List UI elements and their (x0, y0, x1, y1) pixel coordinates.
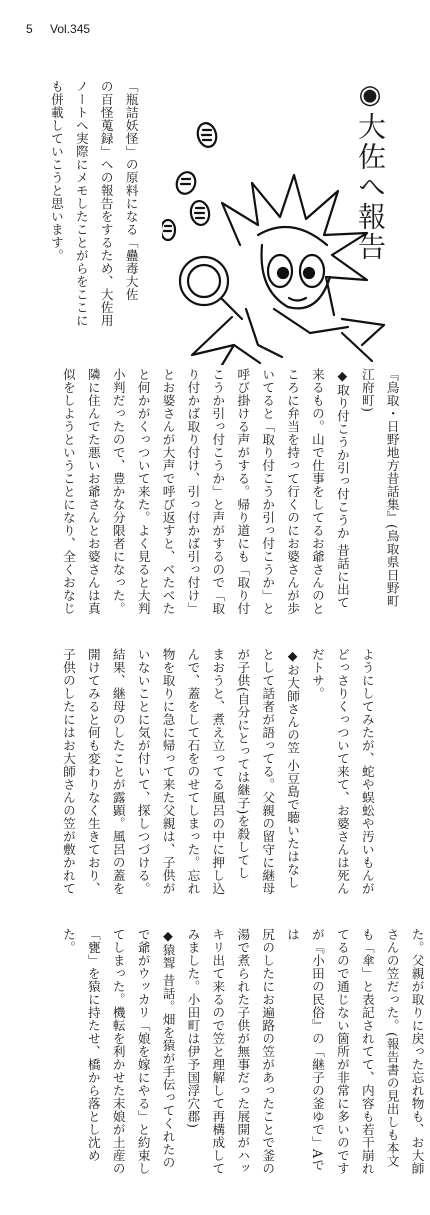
body-tier-2 (55, 648, 379, 900)
text-line: いないことに気が付いて、探しつづける。 (135, 648, 151, 895)
text-line: として話者が語ってる。父親の留守に継母 (260, 648, 276, 895)
character-illustration (162, 95, 392, 365)
text-line: 来るもの。山で仕事をしてるお爺さんのと (309, 368, 325, 615)
text-line: てるので通じない箇所が非常に多いのです (334, 928, 350, 1175)
text-line: ◆お大師さんの笠 小豆島で聴いたはなし (285, 648, 301, 889)
text-line: ◆取り付こうか引っ付こうか 昔話に出て (334, 368, 350, 609)
body-tier-3 (55, 928, 429, 1180)
text-line: り付かば取り付け、引っ付かば引っ付け」 (185, 368, 201, 615)
text-line: てしまった。機転を利かせた末娘が土産の (110, 928, 126, 1175)
text-line: 隣に住んでた悪いお爺さんとお婆さんは真 (85, 368, 101, 615)
text-line: こうか引っ付こうか」と声がするので「取 (210, 368, 226, 615)
intro-column (43, 80, 143, 350)
text-line: も併載していこうと思います。 (48, 80, 64, 262)
text-line: 『鳥取・日野地方昔話集』(鳥取県日野町 江府町) (359, 368, 400, 612)
text-line: さんの笠だった。(報告書の見出しも本文 (384, 928, 400, 1168)
text-line: んで、蓋をして石をのせてしまった。忘れ (185, 648, 201, 895)
coin-icon (162, 220, 175, 240)
coin-icon (174, 170, 198, 197)
text-line: キリ出て来るので笠と理解して再構成して (210, 928, 226, 1175)
text-line: まおうと、煮え立ってる風呂の中に押し込 (210, 648, 226, 895)
body-tier-1 (55, 368, 404, 620)
page-header (26, 22, 90, 36)
text-line: ころに弁当を持って行くのにお婆さんが歩 (285, 368, 301, 615)
text-line: 尻のしたにお遍路の笠があったことで釜の (260, 928, 276, 1175)
text-line: 「甕」を猿に持たせ、橋から落とし沈めた。 (60, 928, 101, 1162)
text-line: 子供のしたにはお大師さんの笠が敷かれて (60, 648, 76, 895)
bullseye-icon: ◉ (355, 80, 385, 112)
text-line: 小判だったので、豊かな分限者になった。 (110, 368, 126, 615)
text-line: 呼び掛ける声がする。帰り道にも「取り付 (235, 368, 251, 615)
text-line: の百怪蒐録」への報告をするため、大佐用 (98, 80, 114, 327)
text-line: が『小田の民俗』の「継子の釜ゆで」Aでは (285, 928, 325, 1172)
text-line: た。父親が取りに戻った忘れ物も、お大師 (409, 928, 425, 1175)
text-line: 物を取りに急に帰って来た父親は、子供が (160, 648, 176, 895)
text-line: ようにしてみたが、蛇や蜈蚣や汚いもんが (359, 648, 375, 895)
text-line: ノートへ実際にメモしたことがらをここに (73, 80, 89, 327)
section-title-text: 大佐へ報告 (354, 112, 387, 262)
text-line: 湯で煮られた子供が無事だった展開がハッ (235, 928, 251, 1175)
coin-icon (189, 200, 211, 227)
text-line: 開けてみると何も変わりなく生きており、 (85, 648, 101, 895)
volume-label: Vol.345 (50, 22, 91, 36)
text-line: 似をしようということになり、全くおなじ (60, 368, 76, 615)
text-line: も「傘」と表記されてて、内容も若干崩れ (359, 928, 375, 1175)
text-line: で爺がウッカリ「娘を嫁にやる」と約束し (135, 928, 151, 1175)
text-line: どっさりくっついて来て、お婆さんは死ん (334, 648, 350, 895)
text-line: 「瓶詰妖怪」の原料になる「蠱毒大佐 (123, 80, 139, 301)
text-line: が子供(自分にとっては継子)を殺してし (235, 648, 251, 880)
text-line: いてると「取り付こうか引っ付こうか」と (260, 368, 276, 615)
text-line: だトサ。 (309, 648, 325, 700)
text-line: みました。小田町は伊予国浮穴郡) (185, 928, 201, 1129)
text-line: とお婆さんが大声で呼び返すと、べたべた (160, 368, 176, 615)
page-number: 5 (26, 22, 33, 36)
coin-icon (195, 121, 219, 149)
text-line: 結果、継母のしたことが露顕。風呂の蓋を (110, 648, 126, 895)
text-line: ◆猿聟 昔話。畑を猿が手伝ってくれたの (160, 928, 176, 1169)
text-line: と何かがくっついて来た。よく見ると大判 (135, 368, 151, 615)
